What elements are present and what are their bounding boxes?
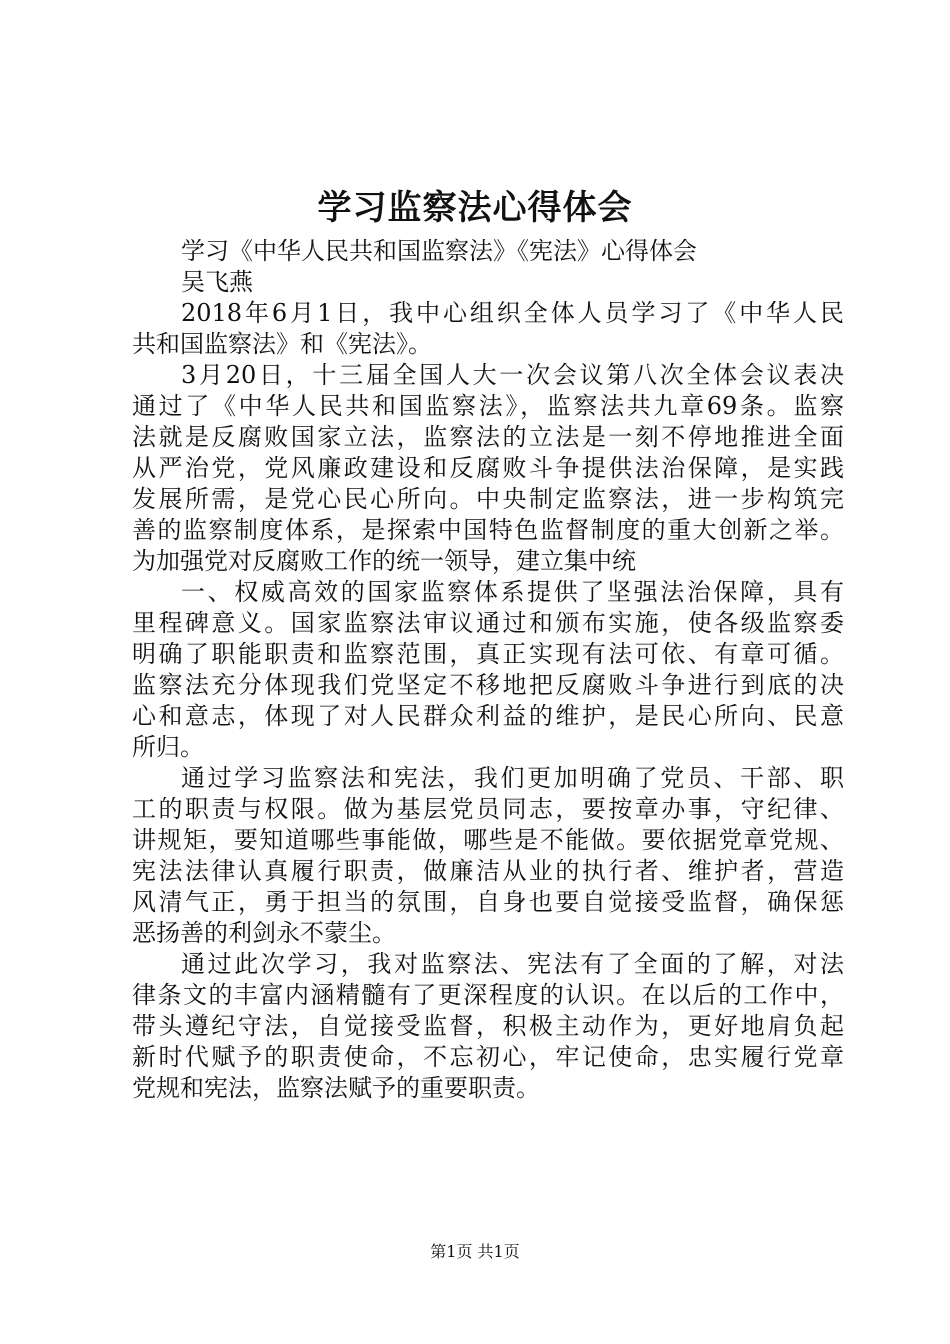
subtitle-line: 学习《中华人民共和国监察法》《宪法》心得体会 xyxy=(181,237,697,265)
paragraph-line: 通过学习监察法和宪法，我们更加明确了党员、干部、职 xyxy=(181,764,844,792)
paragraph-line: 从严治党，党风廉政建设和反腐败斗争提供法治保障，是实践 xyxy=(132,454,844,482)
paragraph-line: 监察法充分体现我们党坚定不移地把反腐败斗争进行到底的决 xyxy=(132,671,844,699)
paragraph-line: 法就是反腐败国家立法，监察法的立法是一刻不停地推进全面 xyxy=(132,423,844,451)
paragraph-line: 所归。 xyxy=(132,733,204,761)
paragraph-line: 共和国监察法》和《宪法》。 xyxy=(132,330,432,358)
paragraph-line: 工的职责与权限。做为基层党员同志，要按章办事，守纪律、 xyxy=(132,795,844,823)
paragraph-line: 通过了《中华人民共和国监察法》，监察法共九章69条。监察 xyxy=(132,392,844,420)
paragraph-line: 为加强党对反腐败工作的统一领导，建立集中统 xyxy=(132,547,636,575)
paragraph-line: 2018年6月1日，我中心组织全体人员学习了《中华人民 xyxy=(181,299,844,327)
paragraph-line: 律条文的丰富内涵精髓有了更深程度的认识。在以后的工作中， xyxy=(132,981,844,1009)
paragraph-line: 新时代赋予的职责使命，不忘初心，牢记使命，忠实履行党章 xyxy=(132,1043,844,1071)
document-title: 学习监察法心得体会 xyxy=(317,188,633,228)
paragraph-line: 带头遵纪守法，自觉接受监督，积极主动作为，更好地肩负起 xyxy=(132,1012,844,1040)
paragraph-line: 明确了职能职责和监察范围，真正实现有法可依、有章可循。 xyxy=(132,640,844,668)
paragraph-line: 党规和宪法，监察法赋予的重要职责。 xyxy=(132,1074,540,1102)
paragraph-line: 一、权威高效的国家监察体系提供了坚强法治保障，具有 xyxy=(181,578,844,606)
paragraph-line: 3月20日，十三届全国人大一次会议第八次全体会议表决 xyxy=(181,361,844,389)
author-line: 吴飞燕 xyxy=(181,268,253,296)
paragraph-line: 讲规矩，要知道哪些事能做，哪些是不能做。要依据党章党规、 xyxy=(132,826,844,854)
document-body xyxy=(132,236,844,1104)
paragraph-line: 心和意志，体现了对人民群众利益的维护，是民心所向、民意 xyxy=(132,702,844,730)
paragraph-line: 宪法法律认真履行职责，做廉洁从业的执行者、维护者，营造 xyxy=(132,857,844,885)
paragraph-line: 发展所需，是党心民心所向。中央制定监察法，进一步构筑完 xyxy=(132,485,844,513)
paragraph-line: 风清气正，勇于担当的氛围，自身也要自觉接受监督，确保惩 xyxy=(132,888,844,916)
paragraph-line: 善的监察制度体系，是探索中国特色监督制度的重大创新之举。 xyxy=(132,516,844,544)
page-number-footer: 第1页 共1页 xyxy=(430,1242,520,1261)
paragraph-line: 恶扬善的利剑永不蒙尘。 xyxy=(132,919,396,947)
paragraph-line: 通过此次学习，我对监察法、宪法有了全面的了解，对法 xyxy=(181,950,844,978)
paragraph-line: 里程碑意义。国家监察法审议通过和颁布实施，使各级监察委 xyxy=(132,609,844,637)
